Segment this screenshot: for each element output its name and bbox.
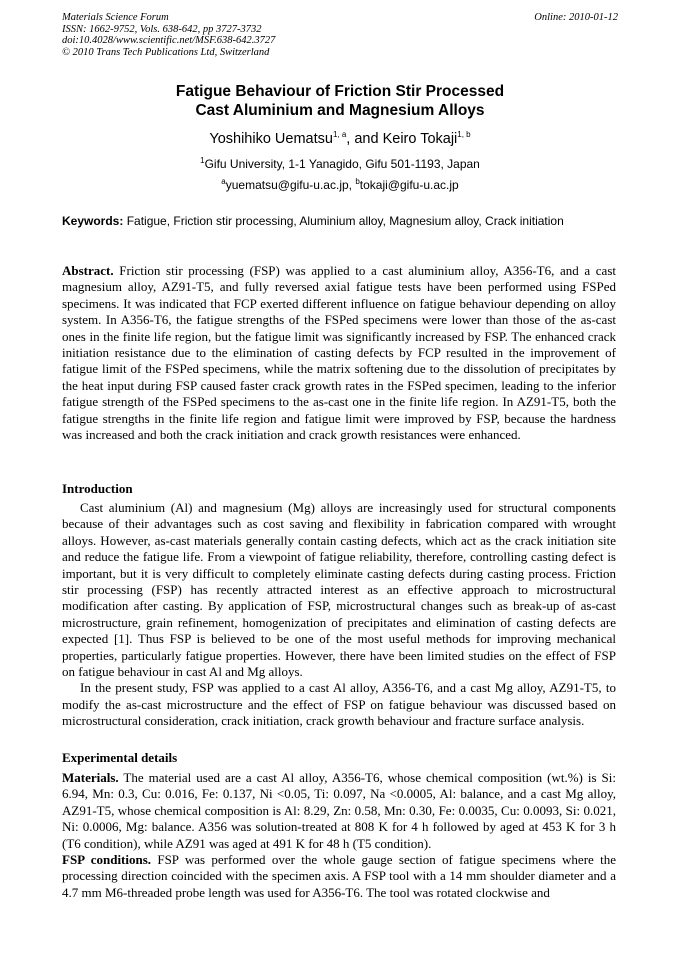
fsp-label: FSP conditions. bbox=[62, 852, 152, 868]
author-name: Keiro Tokaji bbox=[382, 131, 458, 147]
journal-name: Materials Science Forum bbox=[62, 12, 169, 23]
title-line-1: Fatigue Behaviour of Friction Stir Processed bbox=[175, 83, 505, 100]
affiliation bbox=[62, 157, 618, 172]
author-affiliation-mark: 1, b bbox=[457, 130, 471, 140]
copyright-line: © 2010 Trans Tech Publications Ltd, Switzerland bbox=[62, 46, 270, 58]
author-name: Yoshihiko Uematsu bbox=[209, 131, 333, 147]
affiliation-text: Gifu University, 1-1 Yanagido, Gifu 501-1193, Japan bbox=[204, 157, 480, 171]
online-date: Online: 2010-01-12 bbox=[534, 12, 618, 23]
author-list bbox=[62, 130, 618, 148]
materials-label: Materials. bbox=[62, 770, 119, 785]
author-joiner: , and bbox=[346, 131, 383, 147]
paragraph: In the present study, FSP was applied to a cast Al alloy, A356-T6, and a cast Mg alloy, AZ91-T5, to modify the as-cast microstructure and the effect of FSP on fatigue behaviour was discussed based on microstructural consideration, crack initiation, crack growth behaviour and fracture surface analysis. bbox=[62, 680, 616, 729]
doi-line[interactable]: doi:10.4028/www.scientific.net/MSF.638-642.3727 bbox=[62, 35, 276, 46]
email-mark: a bbox=[221, 177, 226, 186]
fsp-text: FSP was performed over the whole gauge section of fatigue specimens where the processing direction coincided with the specimen axis. A FSP tool with a 14 mm shoulder diameter and a 4.7 mm M6-threaded probe length was used for A356-T6. The tool was rotated clockwise and bbox=[62, 852, 616, 900]
issn-line: ISSN: 1662-9752, Vols. 638-642, pp 3727-3732 bbox=[62, 23, 262, 35]
abstract bbox=[62, 263, 616, 443]
introduction-body bbox=[62, 500, 616, 730]
journal-header bbox=[62, 12, 618, 58]
experimental-body bbox=[62, 770, 616, 901]
keywords-text: Fatigue, Friction stir processing, Aluminium alloy, Magnesium alloy, Crack initiation bbox=[123, 214, 564, 228]
email-link[interactable]: tokaji@gifu-u.ac.jp bbox=[359, 178, 459, 192]
title-line-2: Cast Aluminium and Magnesium Alloys bbox=[195, 102, 485, 119]
email-line bbox=[62, 178, 618, 193]
email-link[interactable]: yuematsu@gifu-u.ac.jp, bbox=[225, 178, 356, 192]
abstract-text: Friction stir processing (FSP) was applied to a cast aluminium alloy, A356-T6, and a cast magnesium alloy, AZ91-T5, and fully reversed axial fatigue tests have been performed using FSPed specimens. It was indicated that FCP exerted different influence on fatigue behaviour depending on alloy system. In A356-T6, the fatigue strengths of the FSPed specimens were lower than those of the as-cast ones in the finite life region, but the fatigue limit was significantly increased by FSP. The enhanced crack initiation resistance due to the elimination of casting defects by FCP resulted in the improvement of fatigue limit of the FSPed specimens, while the matrix softening due to the dissolution of precipitates by the heat input during FSP caused faster crack growth rates in the FSPed specimen, leading to the inferior fatigue strength of the FSPed specimens to the as-cast one in the finite life region. In AZ91-T5, both the fatigue strengths in the finite life region and fatigue limit were improved by FSP, because the hardness was increased and both the crack initiation and crack growth resistances were enhanced. bbox=[62, 263, 616, 443]
paper-title bbox=[62, 82, 618, 120]
experimental-heading: Experimental details bbox=[62, 750, 178, 765]
materials-text: The material used are a cast Al alloy, A356-T6, whose chemical composition (wt.%) is Si: 6.94, Mn: 0.3, Cu: 0.016, Fe: 0.137, Ni <0.05, Ti: 0.097, Na <0.0005, Al: balance, and a cast Mg alloy, AZ91-T5, whose chemical composition is Al: 8.29, Zn: 0.58, Mn: 0.30, Fe: 0.0035, Cu: 0.0093, Si: 0.021, Ni: 0.0006, Mg: balance. A356 was solution-treated at 808 K for 4 h followed by aged at 453 K for 3 h (T6 condition), while AZ91 was aged at 491 K for 48 h (T5 condition). bbox=[62, 770, 616, 851]
abstract-label: Abstract. bbox=[62, 263, 114, 278]
email-mark: b bbox=[355, 177, 360, 186]
affiliation-mark: 1 bbox=[200, 156, 205, 165]
introduction-heading: Introduction bbox=[62, 481, 133, 496]
paragraph bbox=[62, 852, 616, 901]
keywords-label: Keywords: bbox=[62, 214, 124, 228]
paragraph: Cast aluminium (Al) and magnesium (Mg) alloys are increasingly used for structural components because of their advantages such as cost saving and flexibility in fabrication compared with wrought alloys. However, as-cast materials generally contain casting defects, which act as the crack initiation site and reduce the fatigue life. From a viewpoint of fatigue reliability, therefore, controlling casting defect is important, but it is very difficult to completely eliminate casting defects during casting process. Friction stir processing (FSP) has recently attracted interest as an effective approach to microstructural modification after casting. By application of FSP, microstructural changes such as break-up of as-cast microstructure, grain refinement, homogenization of precipitates and elimination of casting defects are expected [1]. Thus FSP is believed to be one of the most useful methods for improving mechanical properties, particularly fatigue properties. However, there have been limited studies on the effect of FSP on fatigue behaviour in cast Al and Mg alloys. bbox=[62, 500, 616, 680]
author-affiliation-mark: 1, a bbox=[332, 130, 347, 140]
keywords bbox=[62, 214, 622, 229]
paragraph bbox=[62, 770, 616, 852]
